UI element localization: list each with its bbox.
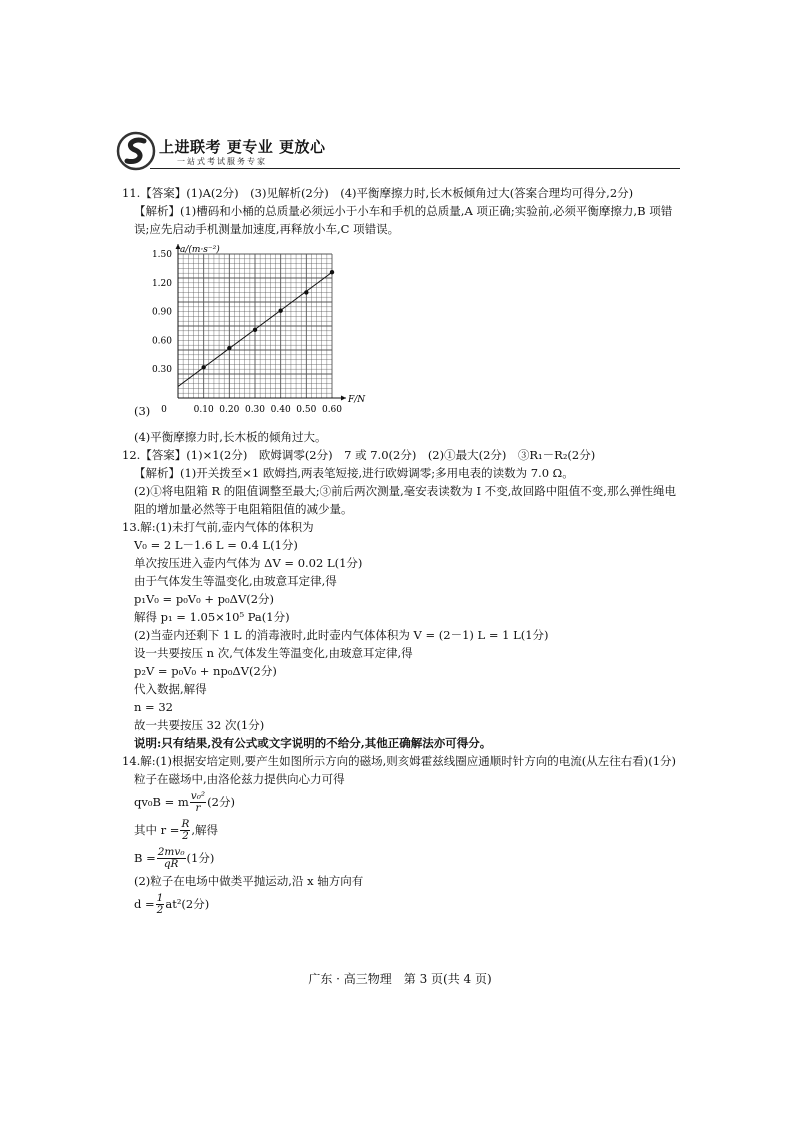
q12-answer: 12.【答案】(1)×1(2分) 欧姆调零(2分) 7 或 7.0(2分) (2)①最大(2分) ③R₁－R₂(2分) [122,448,596,462]
answer-content [122,184,692,918]
y-tick-label: 1.50 [151,250,172,260]
y-tick-label: 0.30 [151,365,172,376]
q13-line: p₁V₀ = p₀V₀ + p₀ΔV(2分) [134,592,275,606]
x-tick-label: 0.10 [193,405,214,415]
data-point [278,308,282,312]
q12-analysis-2: (2)①将电阻箱 R 的阻值调整至最大;③前后两次测量,毫安表读数为 I 不变,故回路中阻值不变,那么弹性绳电 [134,484,676,498]
q14-heading: 14.解:(1)根据安培定则,要产生如图所示方向的磁场,则亥姆霍兹线圈应通顺时针方向的电流(从左往右看)(1分) [122,754,677,768]
x-tick-label: 0 [161,405,167,415]
y-axis-label: a/(m·s⁻²) [180,245,220,255]
q13-line: 故一共要按压 32 次(1分) [134,718,265,732]
q11-answer: 11.【答案】(1)A(2分) (3)见解析(2分) (4)平衡摩擦力时,长木板倾角过大(答案合理均可得分,2分) [122,186,634,200]
q11-analysis: 【解析】(1)槽码和小桶的总质量必须远小于小车和手机的总质量,A 项正确;实验前,必须平衡摩擦力,B 项错 [134,204,673,218]
q12-analysis: 【解析】(1)开关拨至×1 欧姆挡,两表笔短接,进行欧姆调零;多用电表的读数为 7.0 Ω。 [134,466,574,480]
q14-formula-b: B = $\frac{\text{2mv₀}}{qR}$ (1分) [134,845,215,870]
q12-analysis-3: 阻的增加量必然等于电阻箱阻值的减少量。 [134,502,353,516]
q11-analysis-cont: 误;应先启动手机测量加速度,再释放小车,C 项错误。 [134,222,400,236]
x-tick-label: 0.30 [244,405,266,415]
x-tick-label: 0.50 [296,405,317,415]
q13-line: 由于气体发生等温变化,由玻意耳定律,得 [134,574,337,588]
y-tick-label: 0.60 [151,336,172,347]
q13-line: V₀ = 2 L－1.6 L = 0.4 L(1分) [134,538,298,552]
x-tick-label: 0.60 [321,405,343,415]
q13-line: 设一共要按压 n 次,气体发生等温变化,由玻意耳定律,得 [134,646,413,660]
a-f-chart [122,240,422,426]
q11-part3-label: (3) [134,404,151,418]
data-point [330,270,334,274]
brand-slogan: 上进联考 更专业 更放心 [159,138,326,156]
q14-formula-lorentz: qv₀B = m $\frac{\text{v₀²}}{r}$ (2分) [134,789,235,814]
y-tick-label: 1.20 [151,278,172,289]
a-f-chart-container [122,240,692,426]
q13-line: p₂V = p₀V₀ + np₀ΔV(2分) [134,664,277,678]
y-tick-label: 0.90 [151,307,172,318]
q14-line: (2)粒子在电场中做类平抛运动,沿 x 轴方向有 [134,874,364,888]
q11-part4: (4)平衡摩擦力时,长木板的倾角过大。 [134,430,327,444]
q13-line: (2)当壶内还剩下 1 L 的消毒液时,此时壶内气体体积为 V = (2－1) L = 1 L(1分) [134,628,549,642]
x-axis-label: F/N [348,395,366,405]
x-tick-label: 0.20 [219,405,240,415]
q13-heading: 13.解:(1)未打气前,壶内气体的体积为 [122,520,314,534]
q14-formula-radius: 其中 r = $\frac{R}{2}$ ,解得 [134,817,219,842]
data-point [201,365,205,369]
q13-line: 代入数据,解得 [134,682,207,696]
logo-s-icon [115,130,157,172]
data-point [227,346,231,350]
q13-note: 说明:只有结果,没有公式或文字说明的不给分,其他正确解法亦可得分。 [134,736,492,750]
q14-formula-d: d = $\frac{1}{2}$ at²(2分) [134,891,210,916]
data-point [304,290,308,294]
brand-tagline: 一站式考试服务专家 [177,157,267,166]
q13-line: 单次按压进入壶内气体为 ΔV = 0.02 L(1分) [134,556,363,570]
x-axis-arrow [341,396,346,401]
page-footer: 广东 · 高三物理 第 3 页(共 4 页) [308,972,492,986]
header [115,130,675,172]
q13-line: n = 32 [134,700,173,714]
x-tick-label: 0.40 [270,405,291,415]
q14-line: 粒子在磁场中,由洛伦兹力提供向心力可得 [134,772,345,786]
q13-line: 解得 p₁ = 1.05×10⁵ Pa(1分) [134,610,290,624]
data-point [253,328,257,332]
header-rule [150,168,680,169]
